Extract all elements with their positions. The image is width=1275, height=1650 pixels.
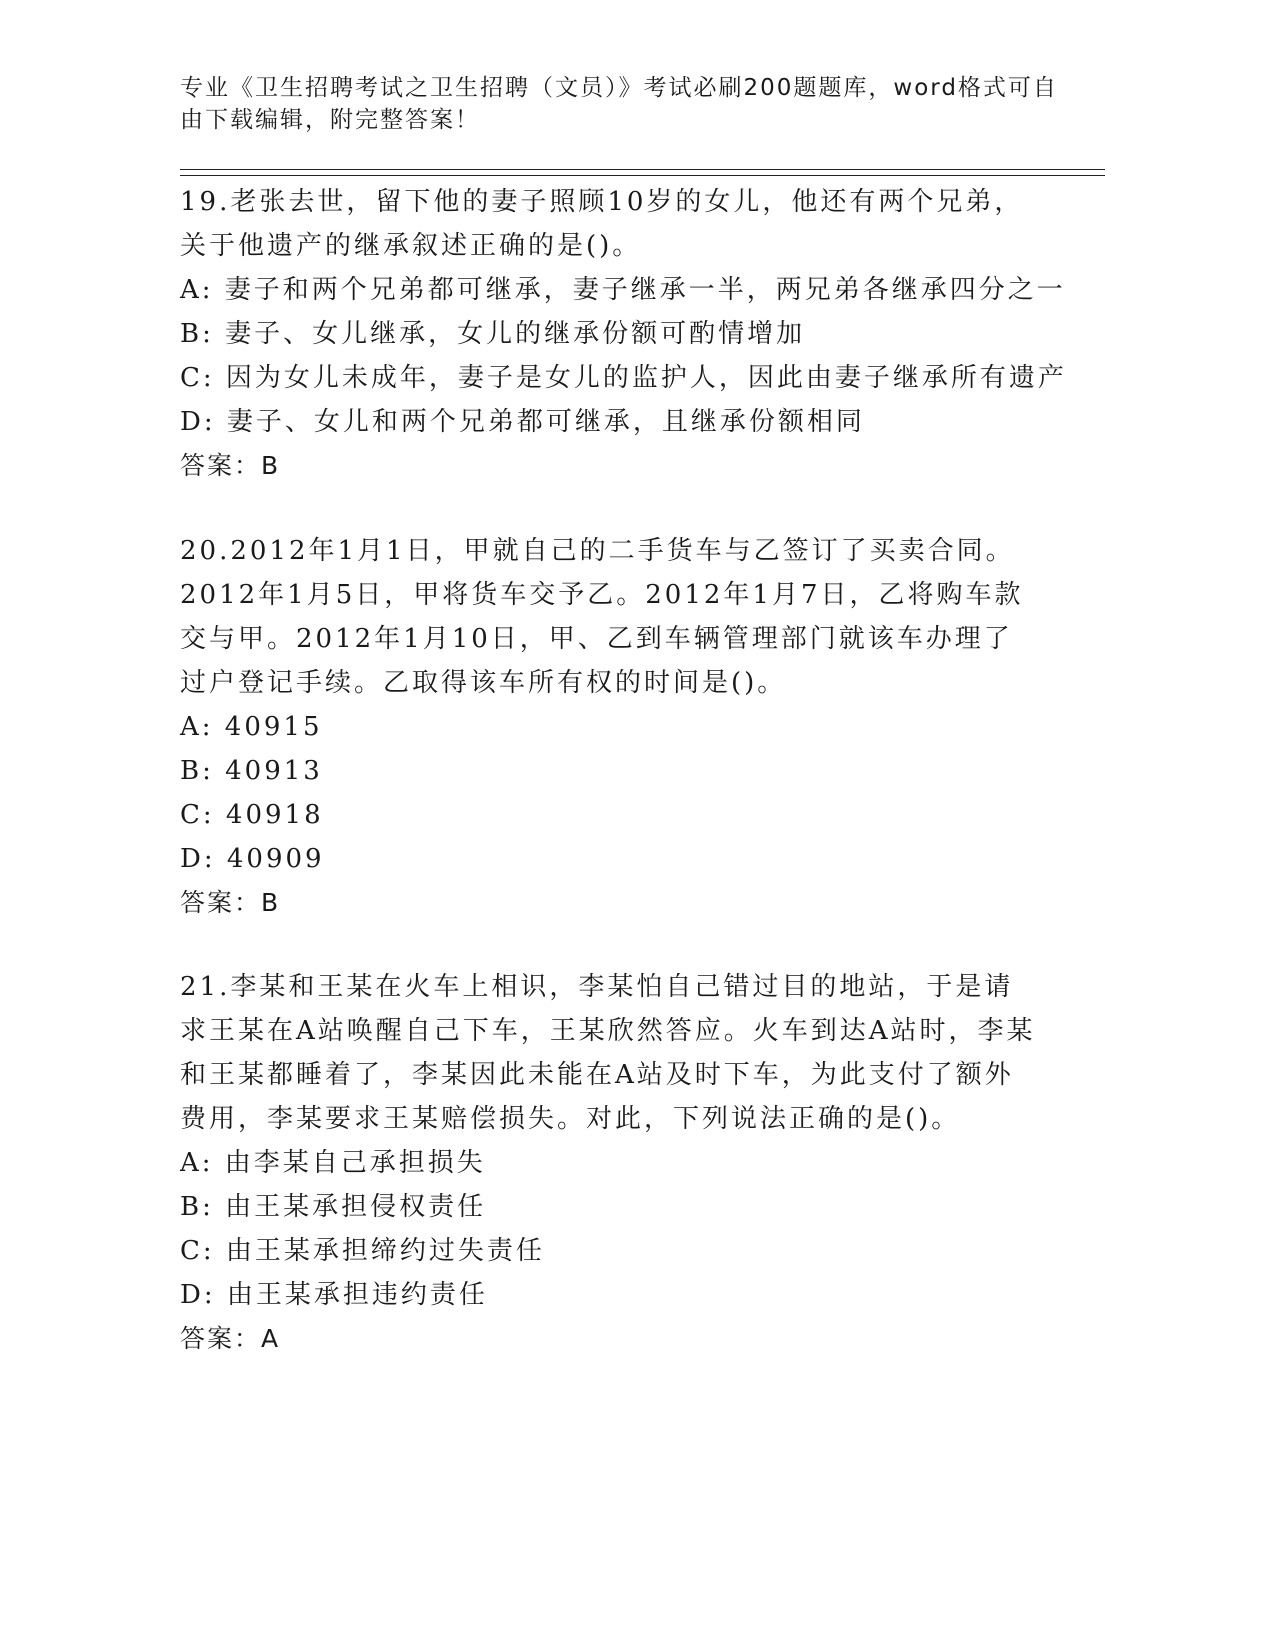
option-c: C: 40918 (180, 800, 324, 830)
option-d: D: 40909 (180, 844, 325, 874)
answer-label: 答案：B (180, 451, 281, 480)
header-divider-bottom (180, 175, 1105, 176)
option-c: C: 因为女儿未成年，妻子是女儿的监护人，因此由妻子继承所有遗产 (180, 363, 1067, 393)
question-stem: 19.老张去世，留下他的妻子照顾10岁的女儿，他还有两个兄弟，关于他遗产的继承叙述正确的是()。 (180, 187, 1024, 261)
answer-label: 答案：A (180, 1324, 281, 1353)
answer-label: 答案：B (180, 888, 281, 917)
question-stem: 20.2012年1月1日，甲就自己的二手货车与乙签订了买卖合同。2012年1月5日，甲将货车交予乙。2012年1月7日，乙将购车款交与甲。2012年1月10日，甲、乙到车辆管理部门就该车办理了过户登记手续。乙取得该车所有权的时间是()。 (180, 536, 1024, 698)
header-divider-top (180, 169, 1105, 170)
option-a: A: 妻子和两个兄弟都可继承，妻子继承一半，两兄弟各继承四分之一 (180, 275, 1066, 305)
option-c: C: 由王某承担缔约过失责任 (180, 1236, 545, 1266)
question-19 (180, 180, 1067, 488)
option-d: D: 由王某承担违约责任 (180, 1280, 488, 1310)
question-20 (180, 529, 1040, 925)
option-b: B: 40913 (180, 756, 323, 786)
option-b: B: 妻子、女儿继承，女儿的继承份额可酌情增加 (180, 319, 806, 349)
option-a: A: 由李某自己承担损失 (180, 1148, 486, 1178)
question-21 (180, 965, 1040, 1361)
document-header: 专业《卫生招聘考试之卫生招聘（文员）》考试必刷200题题库，word格式可自由下载编辑，附完整答案！ (180, 75, 1058, 133)
option-a: A: 40915 (180, 712, 323, 742)
option-b: B: 由王某承担侵权责任 (180, 1192, 487, 1222)
question-stem: 21.李某和王某在火车上相识，李某怕自己错过目的地站，于是请求王某在A站唤醒自己下车，王某欣然答应。火车到达A站时，李某和王某都睡着了，李某因此未能在A站及时下车，为此支付了额外费用，李某要求王某赔偿损失。对此，下列说法正确的是()。 (180, 972, 1036, 1134)
option-d: D: 妻子、女儿和两个兄弟都可继承，且继承份额相同 (180, 407, 865, 437)
